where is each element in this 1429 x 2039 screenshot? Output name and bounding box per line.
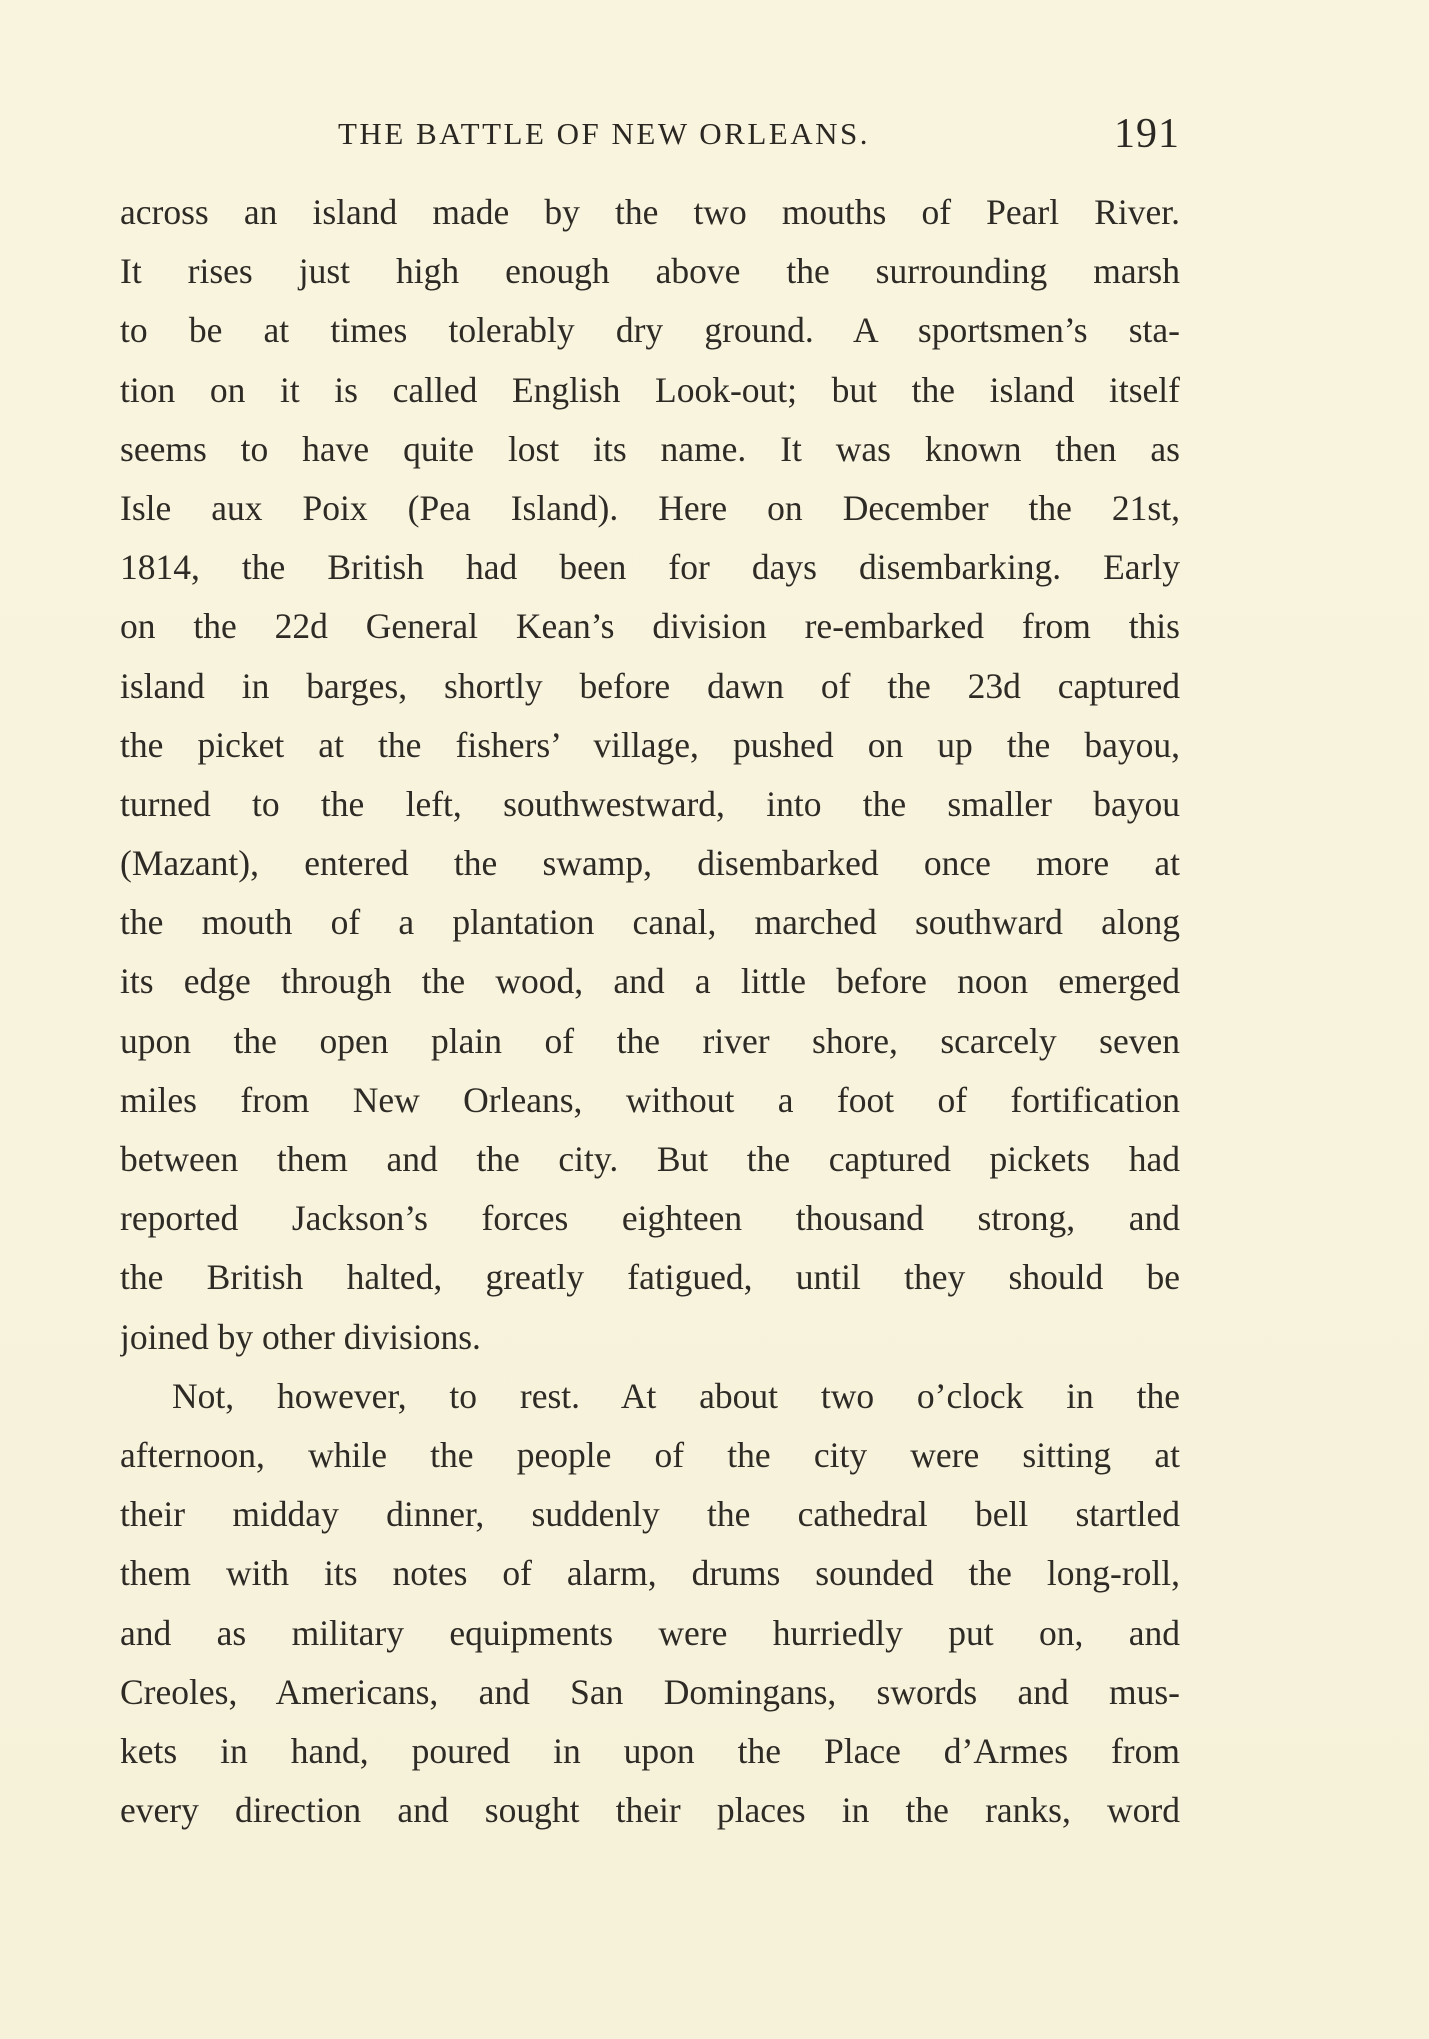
text-line: turned to the left, southwestward, into the smaller bayou bbox=[120, 783, 1180, 824]
text-line: (Mazant), entered the swamp, disembarked once more at bbox=[120, 843, 1180, 884]
body-text bbox=[120, 183, 1180, 1840]
text-line: reported Jackson’s forces eighteen thousand strong, and bbox=[120, 1198, 1180, 1239]
text-line: them with its notes of alarm, drums sounded the long-roll, bbox=[120, 1553, 1180, 1594]
page-header bbox=[120, 110, 1180, 170]
text-line: on the 22d General Kean’s division re-embarked from this bbox=[120, 606, 1180, 647]
text-line: kets in hand, poured in upon the Place d’Armes from bbox=[120, 1730, 1180, 1771]
text-line: afternoon, while the people of the city were sitting at bbox=[120, 1434, 1180, 1475]
page-number: 191 bbox=[1114, 111, 1180, 157]
text-line: between them and the city. But the captured pickets had bbox=[120, 1139, 1180, 1179]
text-line: the British halted, greatly fatigued, until they should be bbox=[120, 1257, 1180, 1298]
text-line: the picket at the fishers’ village, pushed on up the bayou, bbox=[120, 724, 1180, 765]
text-line: to be at times tolerably dry ground. A sportsmen’s sta- bbox=[120, 310, 1180, 351]
running-title: THE BATTLE OF NEW ORLEANS. bbox=[338, 116, 870, 151]
text-line: across an island made by the two mouths of Pearl River. bbox=[120, 192, 1180, 232]
text-line: island in barges, shortly before dawn of the 23d captured bbox=[120, 665, 1180, 706]
text-line: its edge through the wood, and a little before noon emerged bbox=[120, 961, 1180, 1002]
text-line: Isle aux Poix (Pea Island). Here on December the 21st, bbox=[120, 487, 1180, 528]
text-line: and as military equipments were hurriedly put on, and bbox=[120, 1612, 1180, 1653]
text-line: joined by other divisions. bbox=[120, 1316, 481, 1357]
text-line: Not, however, to rest. At about two o’clock in the bbox=[172, 1375, 1180, 1416]
text-line: miles from New Orleans, without a foot of fortification bbox=[120, 1079, 1180, 1120]
text-line: their midday dinner, suddenly the cathedral bell startled bbox=[120, 1494, 1180, 1535]
text-line: upon the open plain of the river shore, scarcely seven bbox=[120, 1020, 1180, 1061]
text-line: seems to have quite lost its name. It was known then as bbox=[120, 428, 1180, 469]
text-line: It rises just high enough above the surrounding marsh bbox=[120, 251, 1180, 292]
text-line: 1814, the British had been for days disembarking. Early bbox=[120, 547, 1180, 588]
text-line: tion on it is called English Look-out; but the island itself bbox=[120, 369, 1180, 410]
text-line: the mouth of a plantation canal, marched southward along bbox=[120, 902, 1180, 943]
text-line: Creoles, Americans, and San Domingans, swords and mus- bbox=[120, 1671, 1180, 1712]
text-line: every direction and sought their places in the ranks, word bbox=[120, 1790, 1180, 1831]
